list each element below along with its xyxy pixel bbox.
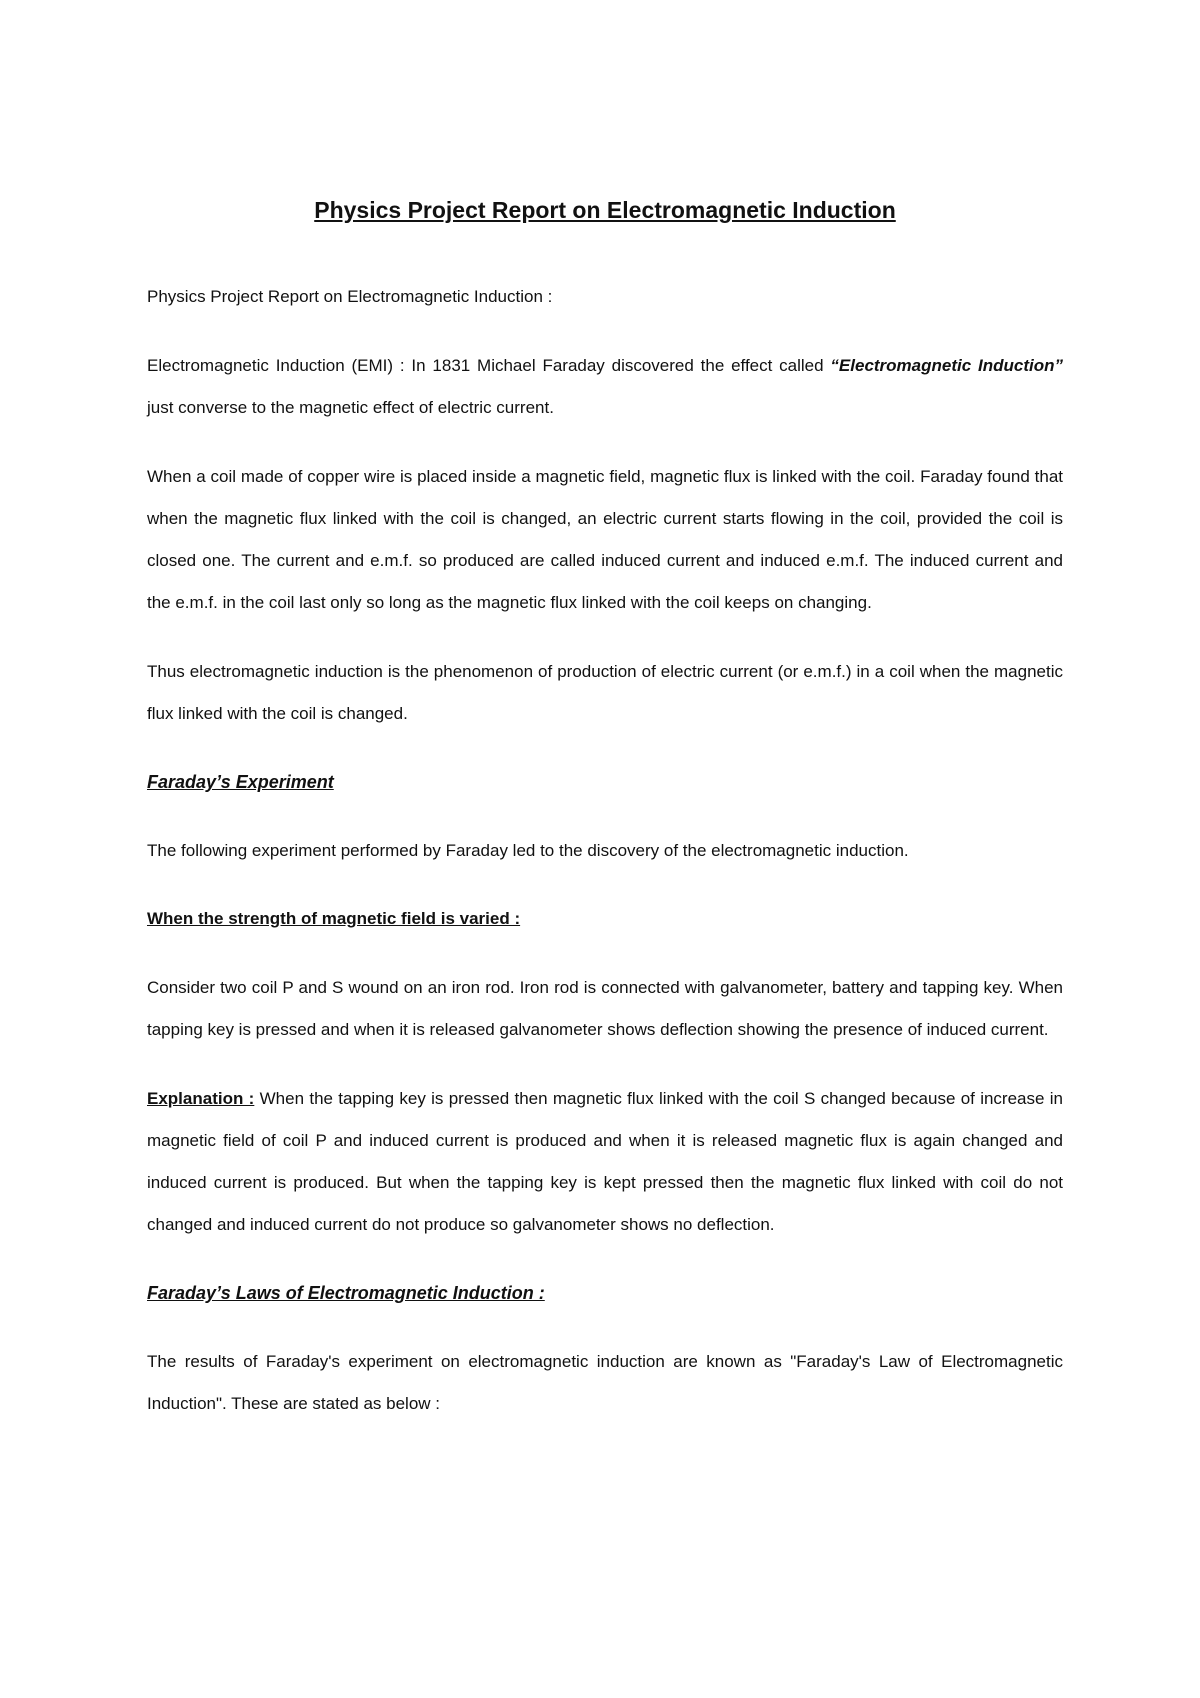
explanation-paragraph [147, 1078, 1063, 1246]
explanation-label: Explanation : [147, 1089, 255, 1108]
emi-lead-text: Electromagnetic Induction (EMI) : In 1831 Michael Faraday discovered the effect called [147, 356, 831, 375]
document-body [147, 190, 1063, 1452]
emi-paragraph [147, 345, 1063, 429]
consider-paragraph: Consider two coil P and S wound on an iron rod. Iron rod is connected with galvanometer, battery and tapping key. When tapping key is pressed and when it is released galvanometer shows deflection showing the presence of induced current. [147, 978, 1063, 1039]
heading-faraday-laws: Faraday’s Laws of Electromagnetic Induction : [147, 1283, 545, 1303]
coil-paragraph: When a coil made of copper wire is placed inside a magnetic field, magnetic flux is linked with the coil. Faraday found that when the magnetic flux linked with the coil is changed, an electric current starts flowing in the coil, provided the coil is closed one. The current and e.m.f. so produced are called induced current and induced e.m.f. The induced current and the e.m.f. in the coil last only so long as the magnetic flux linked with the coil keeps on changing. [147, 467, 1063, 612]
emi-tail-text: just converse to the magnetic effect of electric current. [147, 398, 554, 417]
intro-line: Physics Project Report on Electromagnetic Induction : [147, 287, 553, 306]
document-title: Physics Project Report on Electromagnetic Induction [314, 197, 896, 223]
emi-emphasis-term: “Electromagnetic Induction” [830, 356, 1063, 375]
heading-field-varied: When the strength of magnetic field is varied : [147, 909, 521, 928]
experiment-paragraph: The following experiment performed by Faraday led to the discovery of the electromagnetic induction. [147, 841, 909, 860]
explanation-text: When the tapping key is pressed then magnetic flux linked with the coil S changed because of increase in magnetic field of coil P and induced current is produced and when it is released magnetic flux is again changed and induced current is produced. But when the tapping key is kept pressed then the magnetic flux linked with coil do not changed and induced current do not produce so galvanometer shows no deflection. [147, 1089, 1063, 1234]
heading-faraday-experiment: Faraday’s Experiment [147, 772, 334, 792]
thus-paragraph: Thus electromagnetic induction is the phenomenon of production of electric current (or e.m.f.) in a coil when the magnetic flux linked with the coil is changed. [147, 662, 1063, 723]
laws-paragraph: The results of Faraday's experiment on electromagnetic induction are known as "Faraday's Law of Electromagnetic Induction". These are stated as below : [147, 1352, 1063, 1413]
